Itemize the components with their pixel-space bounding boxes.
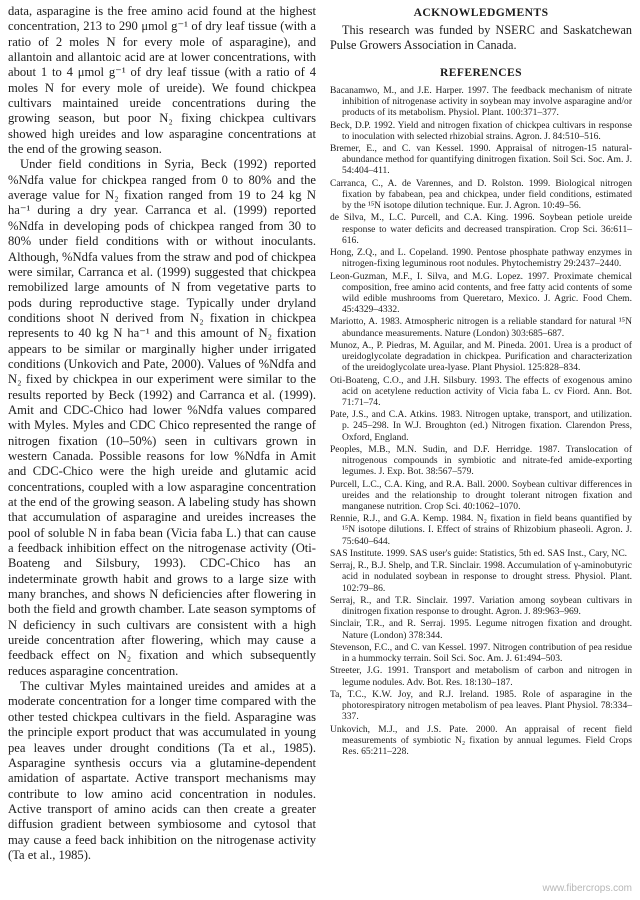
reference-item: Hong, Z.Q., and L. Copeland. 1990. Pentose phosphate pathway enzymes in nitrogen-fixing leguminous root nodules. Phytochemistry 29:2437–2440. [330,247,632,270]
watermark: www.fibercrops.com [542,883,632,894]
reference-item: Purcell, L.C., C.A. King, and R.A. Ball. 2000. Soybean cultivar differences in ureides and the relationship to drought tolerant nitrogen fixation and manganese nutrition. Crop Sci. 40:1062–1070. [330,478,632,512]
reference-item: Serraj, R., B.J. Shelp, and T.R. Sinclair. 1998. Accumulation of γ-aminobutyric acid in nodulated soybean in response to drought stress. Physiol. Plant. 102:79–86. [330,560,632,594]
reference-item: Mariotto, A. 1983. Atmospheric nitrogen is a reliable standard for natural ¹⁵N abundance measurements. Nature (London) 303:685–687. [330,316,632,339]
reference-item: Unkovich, M.J., and J.S. Pate. 2000. An appraisal of recent field measurements of symbiotic N₂ fixation by annual legumes. Field Crops Res. 65:211–228. [330,723,632,757]
reference-item: Leon-Guzman, M.F., I. Silva, and M.G. Lopez. 1997. Proximate chemical composition, free amino acid contents, and free fatty acid contents of some wild edible mushrooms from Queretaro, Mexico. J. Agric. Food Chem. 45:4329–4332. [330,270,632,316]
reference-item: Rennie, R.J., and G.A. Kemp. 1984. N₂ fixation in field beans quantified by ¹⁵N isotope dilutions. I. Effect of strains of Rhizobium phaseoli. Agron. J. 75:640–644. [330,513,632,547]
reference-item: Ta, T.C., K.W. Joy, and R.J. Ireland. 1985. Role of asparagine in the photorespiratory nitrogen metabolism of pea leaves. Plant Physiol. 78:334–337. [330,688,632,723]
reference-item: Pate, J.S., and C.A. Atkins. 1983. Nitrogen uptake, transport, and utilization. p. 245–298. In W.J. Broughton (ed.) Nitrogen fixation. Clarendon Press, Oxford, England. [330,409,632,443]
reference-item: Carranca, C., A. de Varennes, and D. Rolston. 1999. Biological nitrogen fixation by fababean, pea and chickpea, under field conditions, estimated by the ¹⁵N isotope dilution technique. Eur. J. Agron. 10:49–56. [330,177,632,212]
reference-item: Streeter, J.G. 1991. Transport and metabolism of carbon and nitrogen in legume nodules. Adv. Bot. Res. 18:130–187. [330,665,632,688]
reference-item: Oti-Boateng, C.O., and J.H. Silsbury. 1993. The effects of exogenous amino acid on acetylene reduction activity of Vicia faba L. cv Fiord. Ann. Bot. 71:71–74. [330,374,632,408]
reference-item: Beck, D.P. 1992. Yield and nitrogen fixation of chickpea cultivars in response to inoculation with selected rhizobial strains. Agron. J. 84:510–516. [330,119,632,142]
reference-item: Stevenson, F.C., and C. van Kessel. 1997. Nitrogen contribution of pea residue in a hummocky terrain. Soil Sci. Soc. Am. J. 61:494–503. [330,641,632,665]
paragraph: Under field conditions in Syria, Beck (1992) reported %Ndfa value for chickpea ranged from 0 to 80% and the average value for N₂ fixation ranged from 19 to 24 kg N ha⁻¹ during a dry year. Carranca et al. (1999) reported %Ndfa in developing pods of chickpea ranged from 30 to 80% under field conditions with or without inoculants. Although, %Ndfa values from the straw and pod of chickpea were similar, Carranca et al. (1999) suggested that chickpea remobilized large amounts of N from vegetative parts to pods during reproductive stage. Typically under dryland conditions shoot N derived from N₂ fixation in chickpea represents to 40 kg N ha⁻¹ and this amount of N₂ fixation appears to be similar or marginally higher under irrigated conditions (Unkovich and Pate, 2000). Values of %Ndfa and N₂ fixed by chickpea in our experiment were similar to the results reported by Beck (1992) and Carranca et al. (1999). Amit and CDC-Chico had lower %Ndfa values compared with Myles. Myles and CDC Chico represented the range of nitrogen fixation (10–50%) seen in cultivars grown in western Canada. Possible reasons for low %Ndfa in Amit and CDC-Chico were the high ureide and glutamic acid concentrations, coupled with a low asparagine concentration at the end of the growing season. A labeling study has shown that accumulation of asparagine and ureides increases the pool of soluble N in faba bean (Vicia faba L.) that can cause a feedback inhibition effect on the nitrogenase activity (Oti-Boateng and Silsbury, 1993). CDC-Chico has an indeterminate growth habit and grows to a large size with many branches, and shows N deficiencies after flowering in both the field and growth chamber. Late season symptoms of N deficiency in such cultivars are consistent with a high ureide concentration after flowering, which may cause a feedback effect on N₂ fixation and which subsequently reduces asparagine concentration. [8,157,316,678]
references-heading: REFERENCES [440,66,522,79]
reference-item: Munoz, A., P. Piedras, M. Aguilar, and M. Pineda. 2001. Urea is a product of ureidoglycolate degradation in chickpea. Purification and characterization of the ureidoglycolate urea-lyase. Plant Physiol. 125:828–834. [330,339,632,374]
reference-item: Peoples, M.B., M.N. Sudin, and D.F. Herridge. 1987. Translocation of nitrogenous compounds in symbiotic and nitrate-fed amide-exporting legumes. J. Exp. Bot. 38:567–579. [330,443,632,478]
acknowledgments-heading: ACKNOWLEDGMENTS [413,6,549,19]
acknowledgments-text: This research was funded by NSERC and Saskatchewan Pulse Growers Association in Canada. [330,23,632,52]
body-text-column [8,4,316,863]
reference-item: Sinclair, T.R., and R. Serraj. 1995. Legume nitrogen fixation and drought. Nature (London) 378:344. [330,618,632,641]
reference-item: SAS Institute. 1999. SAS user's guide: Statistics, 5th ed. SAS Inst., Cary, NC. [330,547,628,559]
reference-list [330,85,632,757]
paragraph: The cultivar Myles maintained ureides and amides at a moderate concentration for a longer time compared with the other tested chickpea cultivars in the field. Asparagine was the principle export product that was accumulated in young pea leaves under drought conditions (Ta et al., 1985). Asparagine synthesis occurs via a glutamine-dependent amidation of aspartate. Active transport mechanisms may contribute to low amino acid concentration in nodules. Active transport of amino acids can then create a greater diffusion gradient between symbiosome and cytosol that may cause a feed back inhibition on the nitrogenase activity (Ta et al., 1985). [8,679,316,862]
right-column [330,4,632,758]
reference-item: Serraj, R., and T.R. Sinclair. 1997. Variation among soybean cultivars in dinitrogen fixation response to drought. Agron. J. 89:963–969. [330,594,632,618]
reference-item: Bremer, E., and C. van Kessel. 1990. Appraisal of nitrogen-15 natural-abundance method for quantifying dinitrogen fixation. Soil Sci. Soc. Am. J. 54:404–411. [330,143,632,177]
paragraph: data, asparagine is the free amino acid found at the highest concentration, 213 to 290 μmol g⁻¹ of dry leaf tissue (with a ratio of 2 moles N for every mole of asparagine), and allantoin and allantoic acid are at lower concentrations, with about 1 to 4 μmol g⁻¹ of dry leaf tissue (with a ratio of 4 moles N for every mole of ureide). We found chickpea cultivars maintained ureide concentrations during the growing season, but poor N₂ fixing chickpea cultivars showed high ureides and low asparagine concentrations at the end of the growing season. [8,4,316,157]
reference-item: Bacanamwo, M., and J.E. Harper. 1997. The feedback mechanism of nitrate inhibition of nitrogenase activity in soybean may involve asparagine and/or products of its metabolism. Physiol. Plant. 100:371–377. [330,85,632,119]
reference-item: de Silva, M., L.C. Purcell, and C.A. King. 1996. Soybean petiole ureide response to water deficits and decreased transpiration. Crop Sci. 36:611–616. [330,212,632,246]
